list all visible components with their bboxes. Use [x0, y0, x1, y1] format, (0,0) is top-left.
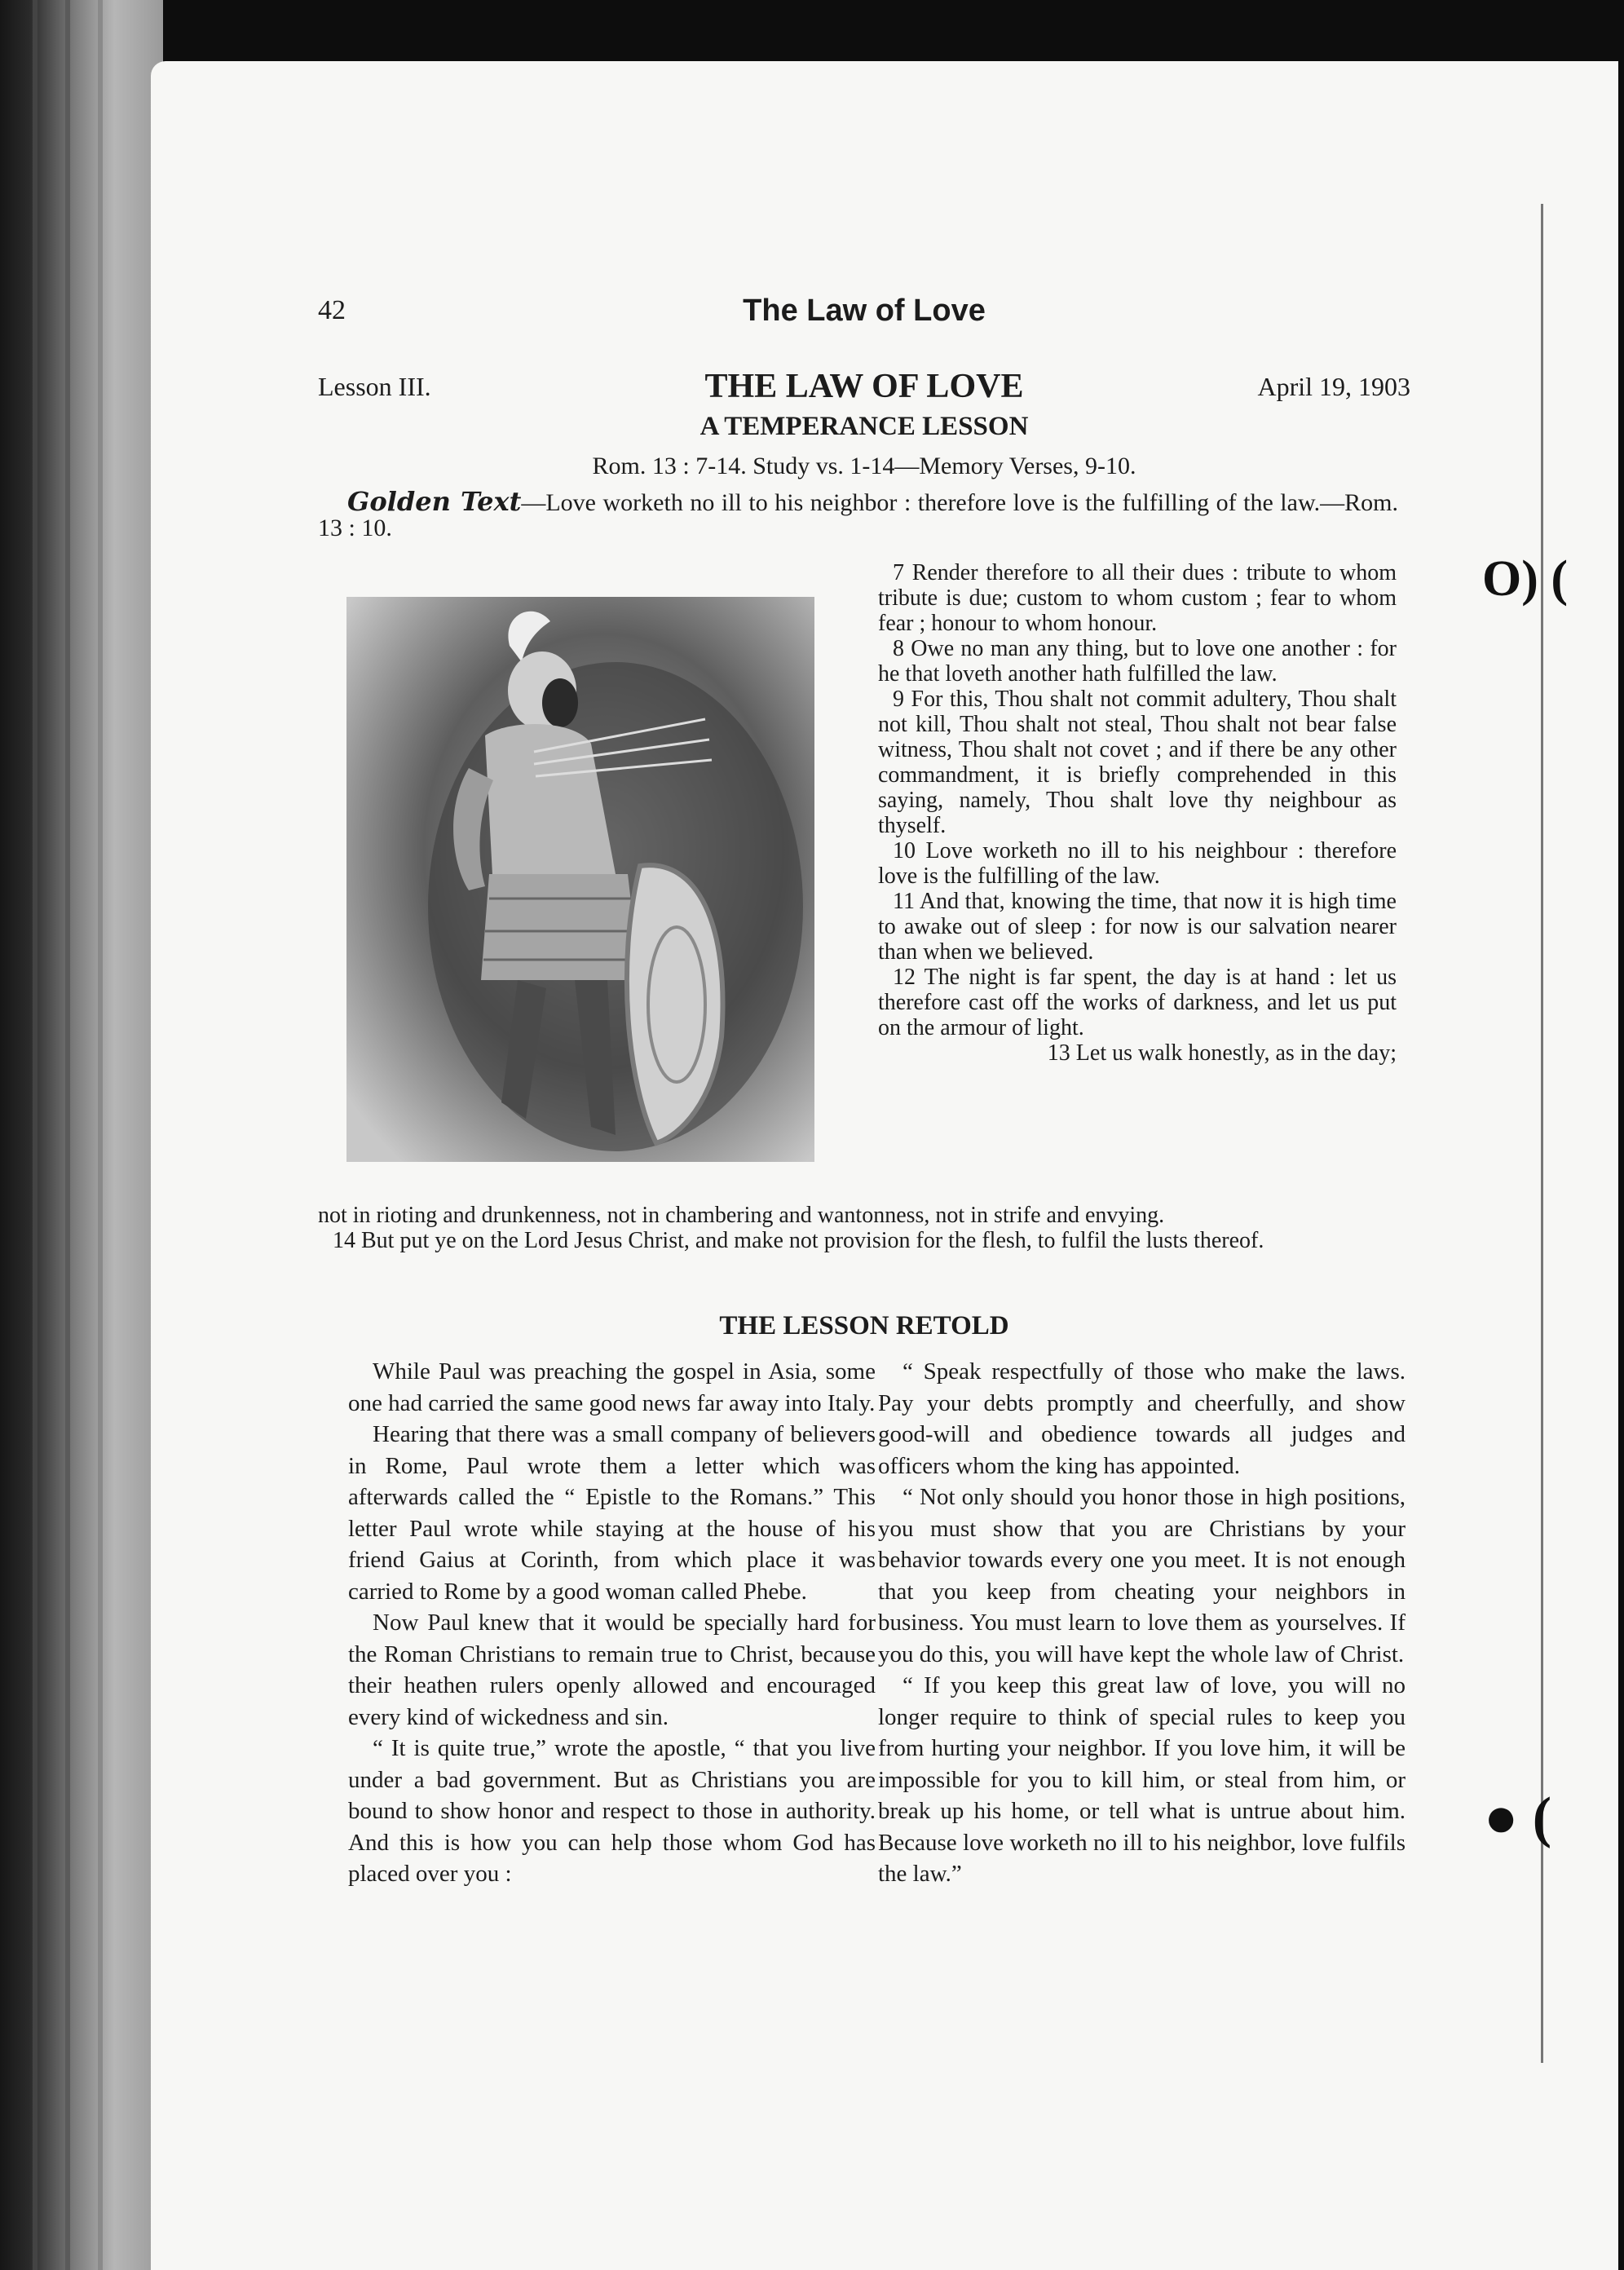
scripture-references: Rom. 13 : 7-14. Study vs. 1-14—Memory Verses, 9-10. — [592, 453, 1136, 479]
verse: 10 Love worketh no ill to his neighbour : therefore love is the fulfilling of the law. — [878, 838, 1397, 889]
retold-right-column — [878, 1356, 1406, 1890]
binding-hole-marks-bottom: ● ( — [1484, 1786, 1552, 1849]
running-title: The Law of Love — [743, 294, 986, 328]
paragraph: While Paul was preaching the gospel in Asia, some one had carried the same good news far away into Italy. — [348, 1358, 876, 1416]
golden-text-body: —Love worketh no ill to his neighbor : therefore love is the fulfilling of the law.—Rom. 13 : 10. — [318, 489, 1399, 541]
book-spine — [0, 0, 163, 2270]
golden-text — [318, 486, 1399, 541]
page-edge — [33, 0, 38, 2270]
lesson-header — [318, 367, 1410, 416]
page-edge — [98, 0, 103, 2270]
verse: 13 Let us walk honestly, as in the day; — [1047, 1040, 1397, 1066]
verses-full-width — [318, 1203, 1398, 1253]
verse: 9 For this, Thou shalt not commit adultery, Thou shalt not kill, Thou shalt not steal, Thou shalt not bear false witness, Thou shalt not covet ; and if there be any other commandment, it is briefly comprehended in this saying, namely, Thou shalt love thy neighbour as thyself. — [878, 687, 1397, 838]
lesson-date: April 19, 1903 — [1257, 372, 1410, 401]
lesson-title: THE LAW OF LOVE — [704, 368, 1024, 405]
golden-text-label: Golden Text — [347, 486, 522, 517]
verse: 11 And that, knowing the time, that now it is high time to awake out of sleep : for now is our salvation nearer than when we believed. — [878, 889, 1397, 965]
lesson-subtitle: A TEMPERANCE LESSON — [699, 412, 1029, 441]
verses-right-column — [878, 560, 1397, 1066]
retold-left-column — [348, 1356, 876, 1890]
page-edge — [65, 0, 70, 2270]
binding-hole-marks-top: O) ( — [1482, 551, 1569, 607]
verse: 8 Owe no man any thing, but to love one another : for he that loveth another hath fulfilled the law. — [878, 636, 1397, 687]
paragraph: “ Not only should you honor those in high positions, you must show that you are Christians by your behavior towards every one you meet. It is not enough that you keep from cheating your neighbors in business. You must learn to love them as yourselves. If you do this, you will have kept the whole law of Christ. — [878, 1484, 1406, 1667]
paragraph: Now Paul knew that it would be specially hard for the Roman Christians to remain true to Christ, because their heathen rulers openly allowed and encouraged every kind of wickedness and sin. — [348, 1610, 876, 1730]
page-number: 42 — [318, 295, 346, 325]
lesson-number: Lesson III. — [318, 372, 431, 401]
soldier-engraving — [346, 597, 814, 1162]
verse: 12 The night is far spent, the day is at hand : let us therefore cast off the works of darkness, and let us put on the armour of light. — [878, 965, 1397, 1040]
running-header — [318, 294, 1410, 329]
paragraph: Hearing that there was a small company of believers in Rome, Paul wrote them a letter which was afterwards called the “ Epistle to the Romans.” This letter Paul wrote while staying at the house of his friend Gaius at Corinth, from which place it was carried to Rome by a good woman called Phebe. — [348, 1421, 876, 1605]
verse: not in rioting and drunkenness, not in chambering and wantonness, not in strife and envying. — [318, 1203, 1165, 1228]
section-heading: THE LESSON RETOLD — [719, 1311, 1009, 1340]
verse: 14 But put ye on the Lord Jesus Christ, and make not provision for the flesh, to fulfil the lusts thereof. — [333, 1228, 1264, 1253]
page-gutter-shadow — [1541, 204, 1543, 2063]
paragraph: “ If you keep this great law of love, you will no longer require to think of special rules to keep you from hurting your neighbor. If you love him, it will be impossible for you to kill him, or steal from him, or break up his home, or tell what is untrue about him. Because love worketh no ill to his neighbor, love fulfils the law.” — [878, 1672, 1406, 1887]
paragraph: “ It is quite true,” wrote the apostle, “ that you live under a bad government. But as Christians you are bound to show honor and respect to those in authority. And this is how you can help those whom God has placed over you : — [348, 1735, 876, 1887]
paragraph: “ Speak respectfully of those who make the laws. Pay your debts promptly and cheerfully, and show good-will and obedience towards all judges and officers whom the king has appointed. — [878, 1358, 1406, 1479]
illustration-roman-soldier — [346, 597, 814, 1162]
verse: 7 Render therefore to all their dues : tribute to whom tribute is due; custom to whom custom ; fear to whom fear ; honour to whom honour. — [878, 560, 1397, 636]
